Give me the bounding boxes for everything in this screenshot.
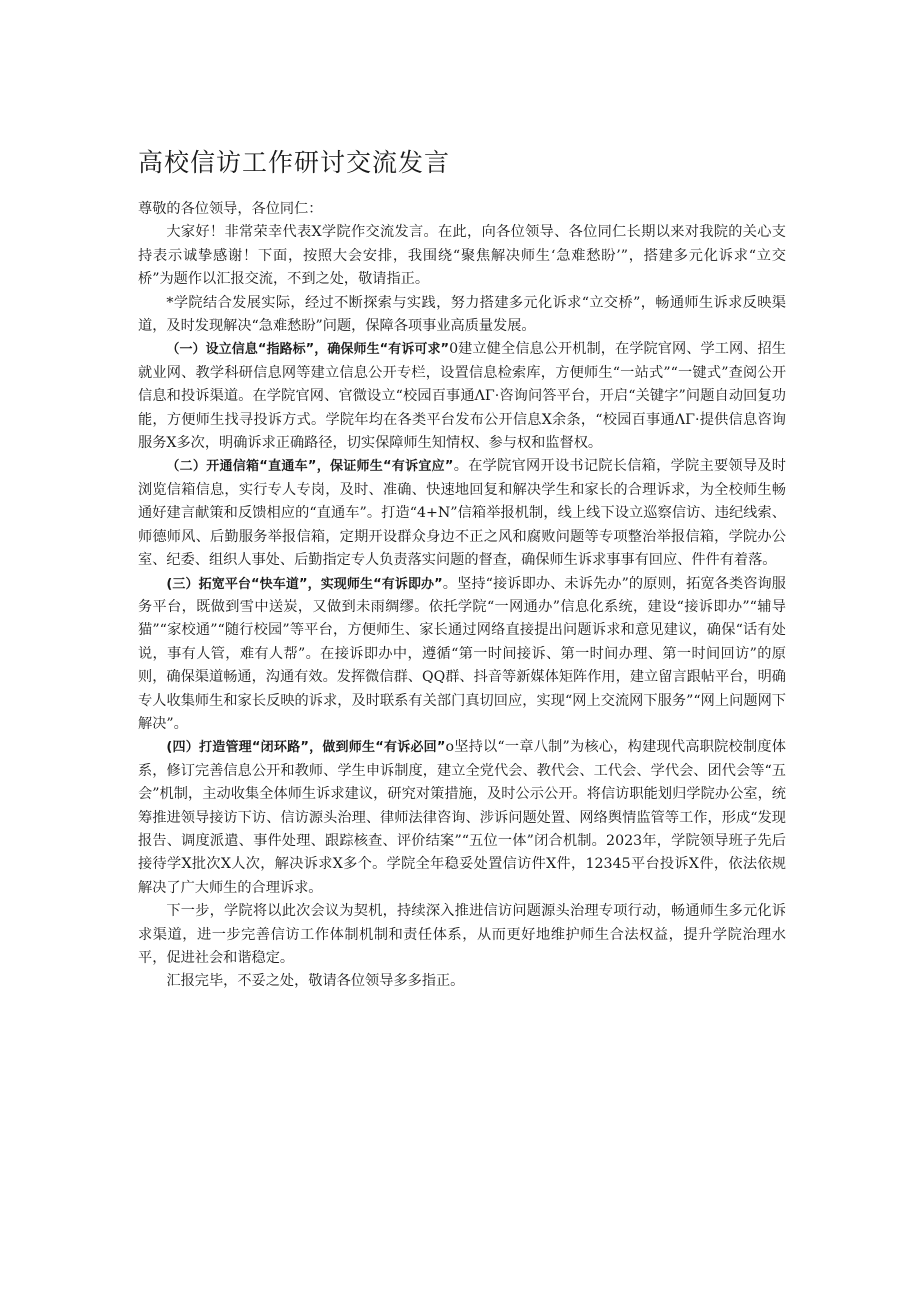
paragraph-text: 大家好！非常荣幸代表X学院作交流发言。在此，向各位领导、各位同仁长期以来对我院的关心支持表示诚挚感谢！下面，按照大会安排，我围绕“聚焦解决师生‘急难愁盼’”，搭建多元化诉求“立交桥”为题作以汇报交流，不到之处，敬请指正。 [138, 224, 786, 288]
paragraph-closing [138, 970, 786, 993]
paragraph-text: 。在学院官网开设书记院长信箱，学院主要领导及时浏览信箱信息，实行专人专岗，及时、准确、快速地回复和解决学生和家长的合理诉求，为全校师生畅通好建言献策和反馈相应的“直通车”。打造“4+N”信箱举报机制，线上线下设立巡察信访、违纪线索、师德师风、后勤服务举报信箱，定期开设群众身边不正之风和腐败问题等专项整治举报信箱，学院办公室、纪委、组织人事处、后勤指定专人负责落实问题的督查，确保师生诉求事事有回应、件件有着落。 [138, 458, 786, 569]
paragraph-text: 汇报完毕，不妥之处，敬请各位领导多多指正。 [166, 973, 465, 990]
document-body [138, 198, 786, 994]
paragraph-section-3 [138, 573, 786, 737]
paragraph-text: 下一步，学院将以此次会议为契机，持续深入推进信访问题源头治理专项行动，畅通师生多元化诉求渠道，进一步完善信访工作体制机制和责任体系，从而更好地维护师生合法权益，提升学院治理水平，促进社会和谐稳定。 [138, 903, 786, 966]
paragraph-text: *学院结合发展实际，经过不断探索与实践，努力搭建多元化诉求“立交桥”，畅通师生诉求反映渠道，及时发现解决“急难愁盼”问题，保障各项事业高质量发展。 [138, 294, 786, 335]
paragraph-text: 0建立健全信息公开机制，在学院官网、学工网、招生就业网、教学科研信息网等建立信息公开专栏，设置信息检索库，方便师生“一站式”“一键式”查阅公开信息和投诉渠道。在学院官网、官微设立“校园百事通ΛΓ·咨询问答平台，开启“关键字”问题自动回复功能，方便师生找寻投诉方式。学院年均在各类平台发布公开信息X余条，“校园百事通ΛΓ·提供信息咨询服务X多次，明确诉求正确路径，切实保障师生知情权、参与权和监督权。 [138, 341, 787, 452]
paragraph-intro [138, 221, 786, 291]
paragraph-section-4 [138, 736, 786, 900]
document-title: 高校信访工作研讨交流发言 [138, 148, 451, 177]
paragraph-overview [138, 292, 786, 339]
paragraph-text: 。坚持“接诉即办、未诉先办”的原则，拓宽各类咨询服务平台，既做到雪中送炭，又做到未雨绸缪。依托学院“一网通办”信息化系统，建设“接诉即办”“辅导猫”“家校通”“随行校园”等平台，方便师生、家长通过网络直接提出问题诉求和意见建议，确保“话有处说，事有人管，难有人帮”。在接诉即办中，遵循“第一时间接诉、第一时间办理、第一时间回访”的原则，确保渠道畅通，沟通有效。发挥微信群、QQ群、抖音等新媒体矩阵作用，建立留言跟帖平台，明确专人收集师生和家长反映的诉求，及时联系有关部门真切回应，实现“网上交流网下服务”“网上问题网下解决”。 [138, 575, 786, 732]
section-heading: (三）拓宽平台“快车道”，实现师生“有诉即办” [166, 576, 443, 592]
paragraph-section-1 [138, 338, 786, 455]
section-heading: (四）打造管理“闭环路”，做到师生“有诉必回” [166, 740, 446, 756]
paragraph-next-steps [138, 900, 786, 970]
section-heading: （一）设立信息“指路标”，确保师生“有诉可求” [166, 342, 450, 358]
greeting: 尊敬的各位领导，各位同仁： [138, 201, 323, 217]
paragraph-section-2 [138, 455, 786, 572]
section-heading: （二）开通信箱“直通车”，保证师生“有诉宜应” [166, 459, 454, 475]
paragraph-text: o坚持以“一章八制”为核心，构建现代高职院校制度体系，修订完善信息公开和教师、学生申诉制度，建立全党代会、教代会、工代会、学代会、团代会等“五会”机制，主动收集全体师生诉求建议，研究对策措施，及时公示公开。将信访职能划归学院办公室，统筹推进领导接访下访、信访源头治理、律师法律咨询、涉诉问题处置、网络舆情监管等工作，形成“发现报告、调度派遣、事件处理、跟踪核查、评价结案”“五位一体”闭合机制。2023年，学院领导班子先后接待学X批次X人次，解决诉求X多个。学院全年稳妥处置信访件X件，12345平台投诉X件，依法依规解决了广大师生的合理诉求。 [138, 739, 786, 896]
